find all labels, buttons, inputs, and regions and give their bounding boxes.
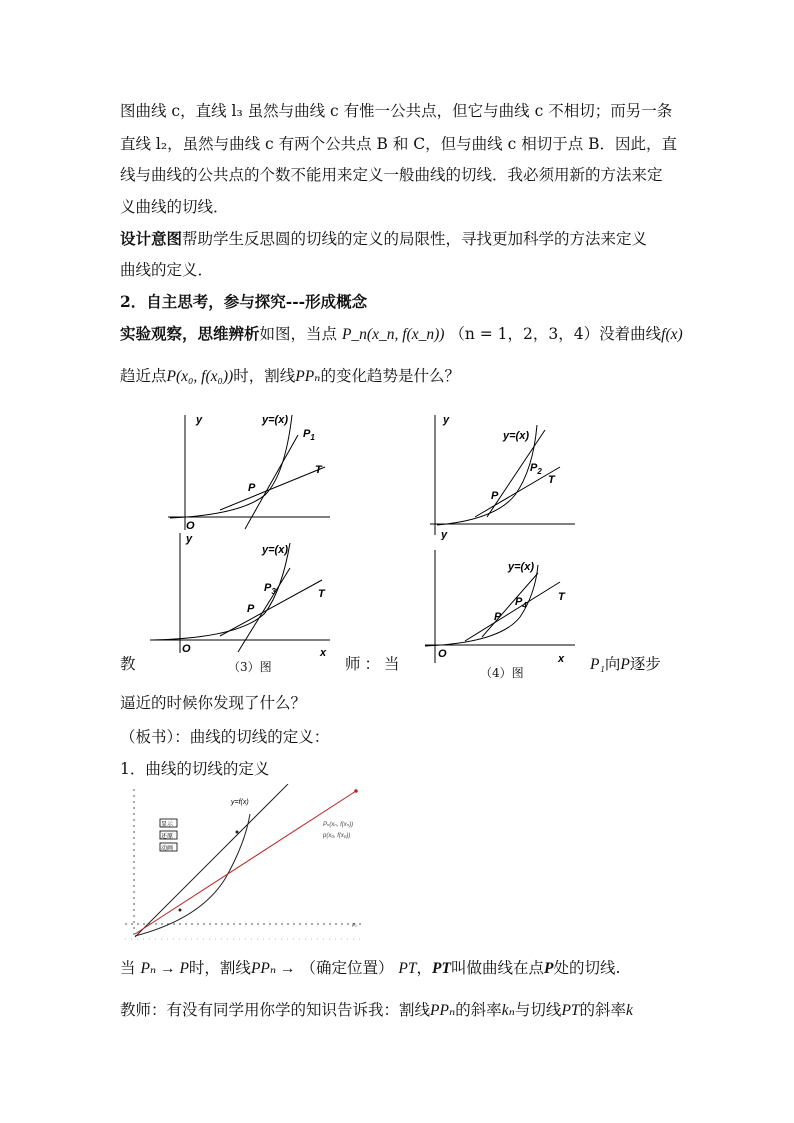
fig4-curve-label: y=(x) [508, 561, 534, 573]
teacher-line1-to: 向 [604, 655, 621, 673]
def-secant: 时，割线 [188, 959, 251, 977]
reset-button-label: 还原 [161, 834, 174, 840]
fig3-o-label: O [182, 643, 191, 655]
para1-line3: 线与曲线的公共点的个数不能用来定义一般曲线的切线．我必须用新的方法来定 [120, 166, 663, 184]
design-intent-line1 [120, 229, 647, 249]
p1-symbol: P₁ [590, 656, 605, 673]
fig1-curve-label: y=(x) [262, 414, 288, 426]
fig2-y-label: y [443, 414, 450, 426]
fig2-y2-label: y [441, 529, 448, 540]
fig4-x-label: x [558, 653, 565, 665]
tq-k: k [626, 1002, 633, 1019]
fig3-t-label: T [318, 588, 325, 600]
design-intent-label: 设计意图 [120, 229, 183, 248]
fig4-o-label: O [438, 648, 447, 660]
fig1-o-label: O [186, 520, 195, 532]
section-heading: 2．自主思考，参与探究---形成概念 [120, 292, 368, 311]
fig1-t-label: T [315, 464, 322, 476]
def-pt-bold: PT [432, 960, 451, 977]
formula-p: P(x₀, f(x₀)) [166, 368, 234, 385]
def-tangent: 处的切线. [553, 959, 621, 977]
tq-d: 的斜率 [579, 1001, 627, 1019]
p-symbol: P [620, 656, 630, 673]
experiment-text-a: 如图，当点 [259, 325, 338, 343]
fig2-t-label: T [548, 474, 555, 486]
figure-1 [160, 405, 340, 535]
tq-ppn: PPₙ [430, 1002, 456, 1019]
para1-line2: 直线 l₂，虽然与曲线 c 有两个公共点 B 和 C，但与曲线 c 相切于点 B．因此，直 [120, 135, 678, 153]
def-pn-to-p: Pₙ → P [140, 960, 189, 977]
fig1-pn-label: $P_1$ [303, 428, 315, 442]
para1-line4: 义曲线的切线． [120, 198, 229, 216]
figure-2 [425, 405, 585, 540]
formula-ppn: PPₙ [295, 368, 321, 385]
tq-pt: PT [561, 1002, 580, 1019]
fig3-p-label: P [247, 603, 255, 615]
design-intent-text: 帮助学生反思圆的切线的定义的局限性，寻找更加科学的方法来定义 [182, 230, 648, 248]
experiment-line2 [120, 366, 460, 387]
teacher-question [120, 1000, 633, 1021]
figure-5 [120, 784, 370, 944]
figure-4 [420, 545, 580, 670]
teacher-line1-step: 逐步 [629, 655, 661, 673]
tq-c: 与切线 [514, 1001, 562, 1019]
fig2-p-label: P [491, 490, 499, 502]
experiment-text-e: 的变化趋势是什么？ [320, 367, 460, 385]
teacher-line2: 逼近的时候你发现了什么？ [120, 694, 307, 712]
experiment-line1 [120, 324, 683, 345]
fig3-y-label: y [186, 533, 193, 545]
fig4-pn-label: $P_4$ [515, 596, 527, 610]
def-called: 叫做曲线在点 [450, 959, 544, 977]
fig1-p-label: P [248, 482, 256, 494]
para1-line1: 图曲线 c，直线 l₃ 虽然与曲线 c 有惟一公共点，但它与曲线 c 不相切；而另一条 [120, 102, 673, 120]
def-pt: PT [398, 960, 417, 977]
board-note: （板书）：曲线的切线的定义： [120, 728, 330, 746]
fig2-curve-label: y=(x) [503, 430, 529, 442]
def-when: 当 [120, 959, 136, 977]
animate-button-label: 动画 [161, 846, 174, 852]
fig3-curve-label: y=(x) [262, 544, 288, 556]
fig5-legend-p: p(x₀, f(x₀)) [323, 833, 351, 839]
fig4-t-label: T [558, 591, 565, 603]
fig3-caption: （3）图 [228, 660, 272, 674]
teacher-line1-a: 教 [120, 655, 136, 673]
fig2-pn-label: $P_2$ [530, 462, 542, 476]
teacher-line1-c [590, 654, 661, 675]
def-ppn: PPₙ → [250, 960, 296, 977]
formula-pn: P_n(x_n, f(x_n)) [341, 326, 445, 343]
tq-kn: kₙ [501, 1002, 515, 1019]
show-button-label: 显示 [161, 822, 174, 828]
fig1-y-label: y [196, 414, 203, 426]
fig5-legend-pn: Pₙ(xₙ, f(xₙ)) [323, 822, 354, 828]
def-comma: ， [416, 959, 433, 977]
def-point-p: P [543, 960, 554, 977]
tq-b: 的斜率 [455, 1001, 502, 1019]
experiment-text-b: 没着曲线 [599, 325, 662, 343]
figure-3 [150, 528, 340, 656]
formula-fx: f(x) [661, 326, 683, 343]
fig3-pn-label: $P_3$ [264, 582, 276, 596]
experiment-text-d: 时，割线 [233, 367, 296, 385]
n-range: （n = 1，2，3，4） [449, 325, 600, 343]
definition-line [120, 958, 620, 979]
fig4-p-label: P [494, 611, 502, 623]
experiment-label: 实验观察，思维辨析 [120, 324, 260, 343]
fig3-x-label: x [320, 647, 327, 656]
fig5-curve-label: y=f(x) [231, 799, 249, 806]
fig4-caption: （4）图 [480, 666, 524, 680]
definition-title: 1．曲线的切线的定义 [120, 760, 270, 778]
design-intent-line2: 曲线的定义． [120, 261, 214, 279]
fig5-axis-label: Pₙ [352, 923, 358, 929]
tq-a: 教师：有没有同学用你学的知识告诉我：割线 [120, 1001, 431, 1019]
experiment-text-c: 趋近点 [120, 367, 167, 385]
def-fixed: （确定位置） [300, 959, 394, 977]
teacher-line1-b: 师：当 [345, 655, 404, 673]
